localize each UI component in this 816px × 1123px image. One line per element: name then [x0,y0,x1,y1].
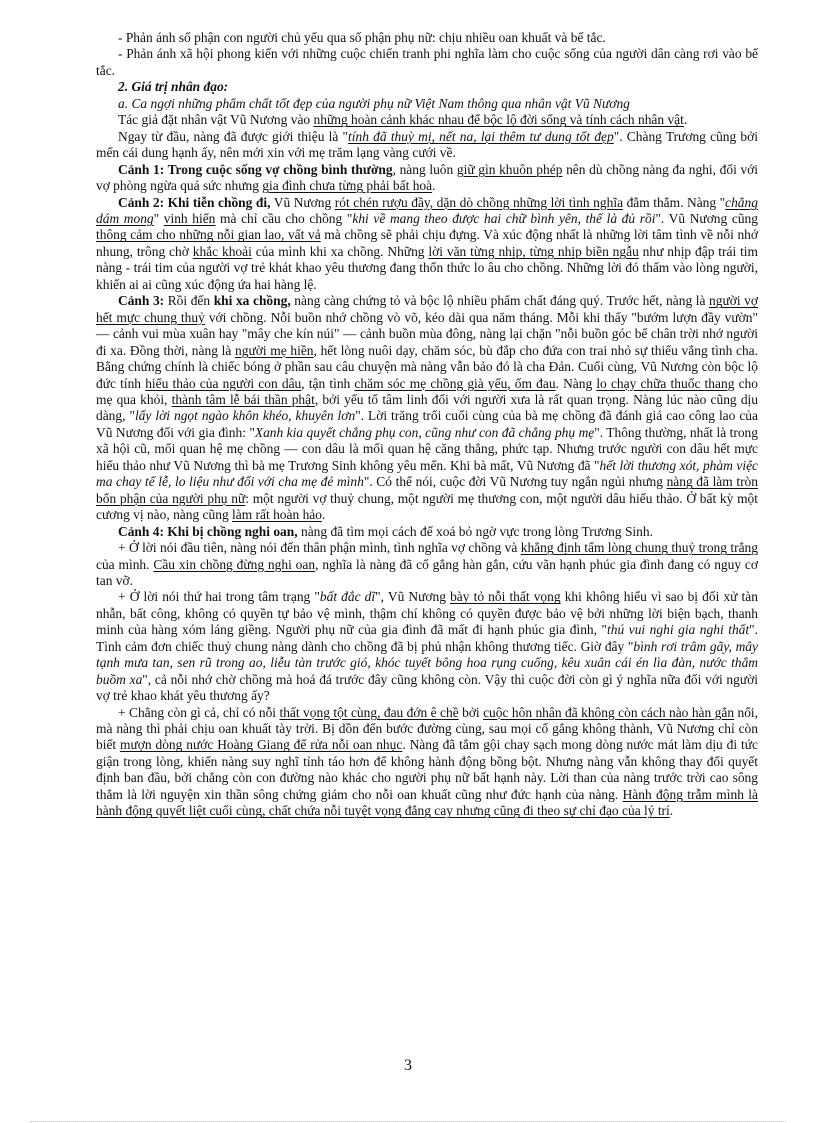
paragraph-scene-2: Cảnh 2: Khi tiễn chồng đi, Vũ Nương rót chén rượu đầy, dặn dò chồng những lời tình nghĩa đằm thắm. Nàng "chẳng dám mong" vinh hiển mà chỉ cầu cho chồng "khi về mang theo được hai chữ bình yên, thế là đủ rồi". Vũ Nương cũng thông cảm cho những nỗi gian lao, vất vả mà chồng sẽ phải chịu đựng. Và xúc động nhất là những lời tâm tình về nỗi nhớ nhung, trông chờ khắc khoải của mình khi xa chồng. Những lời văn từng nhịp, từng nhịp biền ngẫu như nhịp đập trái tim nàng - trái tim của người vợ trẻ khát khao yêu thương đang thổn thức lo âu cho chồng. Những lời đó thấm vào lòng người, khiến ai ai cũng xúc động ứa hai hàng lệ. [96,194,759,292]
intro-line-2: - Phản ánh xã hội phong kiến với những cuộc chiến tranh phi nghĩa làm cho cuộc sống của người dân càng rơi vào bế tắc. [96,46,758,78]
intro-line-1: - Phản ánh số phận con người chủ yếu qua số phận phụ nữ: chịu nhiều oan khuất và bế tắc. [118,30,606,45]
page-bottom-divider [30,1121,786,1122]
page-number: 3 [404,1057,412,1074]
paragraph-introduction: Ngay từ đầu, nàng đã được giới thiệu là "tính đã thuỳ mị, nết na, lại thêm tư dung tốt đẹp". Chàng Trương cũng bởi mến cái dung hạnh ấy, nên mới xin với mẹ trăm lạng vàng cưới về. [96,128,758,161]
section-heading: 2. Giá trị nhân đạo: [118,79,229,95]
bullet-despair: + Chẳng còn gì cả, chỉ có nỗi thất vọng tột cùng, đau đớn ê chề bởi cuộc hôn nhân đã không còn cách nào hàn gắn nổi, mà nàng thì phải chịu oan khuất tày trời. Bị dồn đến bước đường cùng, sau mọi cố gắng không thành, Vũ Nương chỉ còn biết mượn dòng nước Hoàng Giang để rửa nỗi oan nhục. Nàng đã tắm gội chay sạch mong dòng nước mát làm dịu đi tức giận trong lòng, khiến nàng suy nghĩ tỉnh táo hơn để không hành động bồng bột. Nhưng nàng vẫn không thay đổi quyết định ban đầu, bởi chẳng còn con đường nào khác cho người phụ nữ bất hạnh này. Lời than của nàng trước trời cao sông thẳm là lời nguyện xin thần sông chứng giám cho nỗi oan khuất cũng như đức hạnh của nàng. Hành động trẫm mình là hành động quyết liệt cuối cùng, chất chứa nỗi tuyệt vọng đắng cay nhưng cũng đi theo sự chỉ đạo của lý trí. [96,704,759,819]
bullet-first-speech: + Ở lời nói đầu tiên, nàng nói đến thân phận mình, tình nghĩa vợ chồng và khẳng định tấm lòng chung thuỷ trong trắng của mình. Cầu xin chồng đừng nghi oan, nghĩa là nàng đã cố gắng hàn gắn, cứu vãn hạnh phúc gia đình đang có nguy cơ tan vỡ. [96,540,759,588]
paragraph-scene-3: Cảnh 3: Rồi đến khi xa chồng, nàng càng chứng tỏ và bộc lộ nhiều phẩm chất đáng quý. Trước hết, nàng là người vợ hết mực chung thuỷ với chồng. Nỗi buồn nhớ chồng vò võ, kéo dài qua năm tháng. Mỗi khi thấy "bướm lượn đầy vườn" — cảnh vui mùa xuân hay "mây che kín núi" — cảnh buồn mùa đông, nàng lại chặn "nỗi buồn góc bể chân trời nhớ người đi xa. Đồng thời, nàng là người mẹ hiền, hết lòng nuôi dạy, chăm sóc, bù đắp cho đứa con trai nhỏ sự thiếu vắng tình cha. Bằng chứng chính là chiếc bóng ở phần sau câu chuyện mà nàng vẫn bảo đó là cha Đản. Cuối cùng, Vũ Nương còn bộc lộ đức tính hiếu thảo của người con dâu, tận tình chăm sóc mẹ chồng già yếu, ốm đau. Nàng lo chạy chữa thuốc thang cho mẹ qua khỏi, thành tâm lễ bái thần phật, bởi yếu tố tâm linh đối với người xưa là rất quan trọng. Nàng lúc nào cũng dịu dàng, "lấy lời ngọt ngào khôn khéo, khuyên lơn". Lời trăng trối cuối cùng của bà mẹ chồng đã đánh giá cao công lao của Vũ Nương đối với gia đình: "Xanh kia quyết chẳng phụ con, cũng như con đã chẳng phụ mẹ". Thông thường, nhất là trong xã hội cũ, mối quan hệ mẹ chồng — con dâu là mối quan hệ căng thẳng, phức tạp. Nhưng trước người con dâu hết mực hiếu thảo như Vũ Nương thì bà mẹ Trương Sinh không yêu mến. Khi bà mất, Vũ Nương đã "hết lời thương xót, phàm việc ma chay tế lễ, lo liệu như đối với cha mẹ đẻ mình". Có thể nói, cuộc đời Vũ Nương tuy ngắn ngủi nhưng nàng đã làm tròn bổn phận của người phụ nữ: một người vợ thuỷ chung, một người mẹ thương con, một người dâu hiếu thảo. Ở bất kỳ một cương vị nào, nàng cũng làm rất hoàn hảo. [96,293,758,523]
section-subheading: a. Ca ngợi những phẩm chất tốt đẹp của người phụ nữ Việt Nam thông qua nhân vật Vũ Nương [118,95,630,111]
document-body [96,30,758,820]
paragraph-scene-4: Cảnh 4: Khi bị chồng nghi oan, nàng đã tìm mọi cách để xoá bỏ ngờ vực trong lòng Trương Sinh. [118,523,653,539]
paragraph-setting: Tác giả đặt nhân vật Vũ Nương vào những hoàn cảnh khác nhau để bộc lộ đời sống và tính cách nhân vật. [118,112,688,128]
paragraph-scene-1: Cảnh 1: Trong cuộc sống vợ chồng bình thường, nàng luôn giữ gìn khuôn phép nên dù chồng nàng đa nghi, đối với vợ phòng ngừa quá sức nhưng gia đình chưa từng phải bất hoà. [96,161,759,194]
bullet-second-speech: + Ở lời nói thứ hai trong tâm trạng "bất đắc dĩ", Vũ Nương bày tỏ nỗi thất vọng khi không hiểu vì sao bị đối xử tàn nhẫn, bất công, không có quyền tự bảo vệ mình, thậm chí không có quyền được bảo vệ bởi những lời biện bạch, thanh minh của hàng xóm láng giềng. Người phụ nữ của gia đình đã mất đi hạnh phúc gia đình, "thú vui nghi gia nghi thất". Tình cảm đơn chiếc thuỷ chung nàng dành cho chồng đã bị phủ nhận không thương tiếc. Giờ đây "bình rơi trâm gãy, mây tạnh mưa tan, sen rũ trong ao, liễu tàn trước gió, khóc tuyết bông hoa rụng cuống, kêu xuân cái én lìa đàn, nước thẳm buồm xa", cả nỗi nhớ chờ chồng mà hoá đá trước đây cũng không còn. Vậy thì cuộc đời còn gì ý nghĩa nữa đối với người vợ trẻ khao khát yêu thương ấy? [96,589,758,704]
